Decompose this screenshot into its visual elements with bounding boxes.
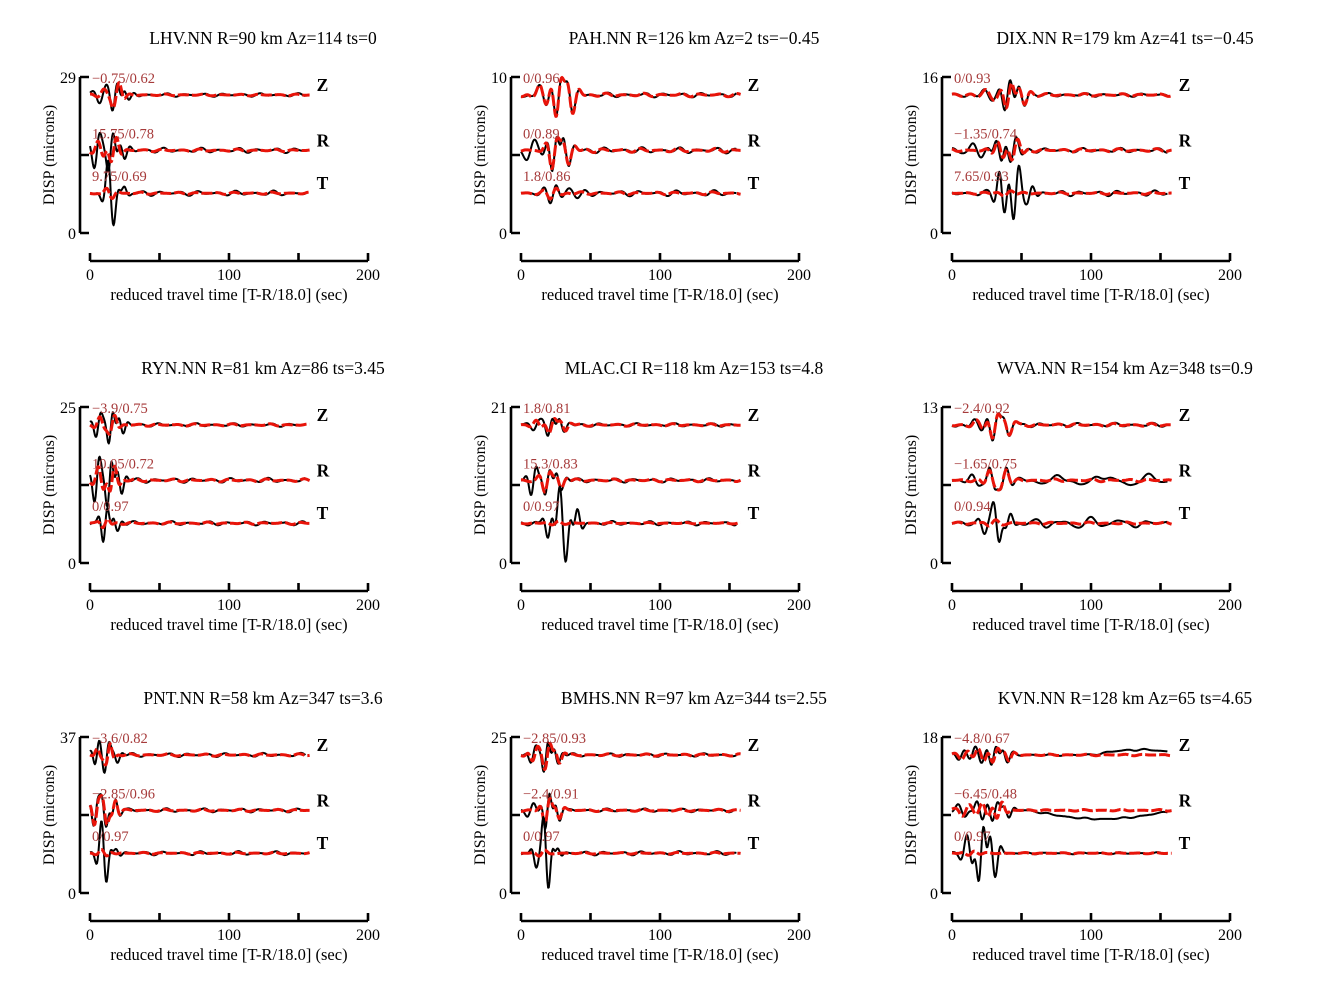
shift-correlation-annotation: 0/0.89 xyxy=(523,126,560,143)
seismogram-panel xyxy=(902,688,1327,988)
shift-correlation-annotation: −4.8/0.67 xyxy=(954,730,1010,747)
x-tick-label: 100 xyxy=(1079,927,1103,944)
x-tick-label: 0 xyxy=(517,267,525,284)
seismogram-panel xyxy=(902,28,1327,328)
x-tick-label: 100 xyxy=(1079,267,1103,284)
x-tick-label: 100 xyxy=(1079,597,1103,614)
y-axis xyxy=(511,407,520,563)
y-axis xyxy=(80,77,89,233)
shift-correlation-annotation: 15.3/0.83 xyxy=(523,456,578,473)
waveform-plot xyxy=(471,711,896,983)
component-label: Z xyxy=(316,404,329,425)
synthetic-waveform xyxy=(952,414,1172,438)
panel-title: PNT.NN R=58 km Az=347 ts=3.6 xyxy=(143,688,383,708)
x-tick-label: 200 xyxy=(787,597,811,614)
x-axis xyxy=(521,253,799,261)
y-max-label: 13 xyxy=(922,400,938,417)
component-label: R xyxy=(1178,460,1192,481)
component-label: Z xyxy=(747,74,760,95)
y-axis xyxy=(511,737,520,893)
y-max-label: 37 xyxy=(60,730,76,747)
shift-correlation-annotation: 7.65/0.93 xyxy=(954,169,1009,186)
waveform-plot xyxy=(902,51,1327,323)
waveform-plot xyxy=(471,381,896,653)
x-tick-label: 0 xyxy=(948,267,956,284)
component-label: Z xyxy=(747,734,760,755)
shift-correlation-annotation: −0.75/0.62 xyxy=(92,70,155,87)
x-axis xyxy=(90,253,368,261)
y-axis xyxy=(942,77,951,233)
x-axis xyxy=(90,913,368,921)
y-max-label: 16 xyxy=(922,70,938,87)
y-max-label: 25 xyxy=(491,730,507,747)
component-label: T xyxy=(747,503,760,524)
x-axis-title: reduced travel time [T-R/18.0] (sec) xyxy=(110,945,348,964)
x-axis xyxy=(521,913,799,921)
observed-waveform xyxy=(90,412,305,443)
x-tick-label: 200 xyxy=(1218,267,1242,284)
waveform-plot xyxy=(471,51,896,323)
y-axis-title: DISP (microns) xyxy=(903,434,920,536)
panel-title: BMHS.NN R=97 km Az=344 ts=2.55 xyxy=(561,688,827,708)
waveform-plot xyxy=(902,711,1327,983)
component-label: Z xyxy=(1178,404,1191,425)
panel-title: KVN.NN R=128 km Az=65 ts=4.65 xyxy=(997,688,1253,708)
component-label: T xyxy=(316,503,329,524)
x-tick-label: 100 xyxy=(217,597,241,614)
y-axis xyxy=(80,407,89,563)
synthetic-waveform xyxy=(521,472,741,492)
shift-correlation-annotation: −2.85/0.93 xyxy=(523,730,586,747)
x-axis xyxy=(952,913,1230,921)
y-axis xyxy=(942,407,951,563)
x-tick-label: 0 xyxy=(517,927,525,944)
seismogram-panel xyxy=(40,28,465,328)
shift-correlation-annotation: −2.4/0.92 xyxy=(954,400,1010,417)
y-min-label: 0 xyxy=(499,226,507,243)
x-tick-label: 100 xyxy=(648,267,672,284)
y-axis-title: DISP (microns) xyxy=(41,104,58,206)
x-tick-label: 200 xyxy=(356,597,380,614)
shift-correlation-annotation: 1.8/0.86 xyxy=(523,169,571,186)
component-label: R xyxy=(316,130,330,151)
component-label: T xyxy=(747,833,760,854)
component-label: T xyxy=(316,173,329,194)
x-tick-label: 200 xyxy=(356,267,380,284)
seismogram-panel xyxy=(471,28,896,328)
shift-correlation-annotation: −2.4/0.91 xyxy=(523,786,579,803)
x-axis xyxy=(952,583,1230,591)
shift-correlation-annotation: 9.75/0.69 xyxy=(92,169,147,186)
y-axis-title: DISP (microns) xyxy=(472,434,489,536)
x-tick-label: 200 xyxy=(1218,597,1242,614)
component-label: T xyxy=(316,833,329,854)
y-axis-title: DISP (microns) xyxy=(472,764,489,866)
component-label: R xyxy=(316,460,330,481)
shift-correlation-annotation: 1.8/0.81 xyxy=(523,400,571,417)
shift-correlation-annotation: 0/0.97 xyxy=(954,829,991,846)
shift-correlation-annotation: −2.85/0.96 xyxy=(92,786,155,803)
shift-correlation-annotation: 0/0.94 xyxy=(954,499,991,516)
x-axis xyxy=(521,583,799,591)
x-axis-title: reduced travel time [T-R/18.0] (sec) xyxy=(110,285,348,304)
synthetic-waveform xyxy=(90,519,310,528)
x-tick-label: 200 xyxy=(787,927,811,944)
x-axis xyxy=(90,583,368,591)
seismogram-panel xyxy=(471,358,896,658)
seismogram-panel xyxy=(40,688,465,988)
panel-title: MLAC.CI R=118 km Az=153 ts=4.8 xyxy=(564,358,824,378)
waveform-plot xyxy=(40,381,465,653)
y-min-label: 0 xyxy=(930,226,938,243)
x-tick-label: 0 xyxy=(86,597,94,614)
x-tick-label: 100 xyxy=(648,927,672,944)
shift-correlation-annotation: −3.6/0.82 xyxy=(92,730,148,747)
component-label: T xyxy=(1178,503,1191,524)
x-tick-label: 100 xyxy=(217,267,241,284)
component-label: R xyxy=(1178,130,1192,151)
component-label: Z xyxy=(316,74,329,95)
y-axis xyxy=(511,77,520,233)
component-label: Z xyxy=(1178,734,1191,755)
seismogram-panel xyxy=(471,688,896,988)
panel-title: WVA.NN R=154 km Az=348 ts=0.9 xyxy=(997,358,1253,378)
component-label: R xyxy=(747,130,761,151)
panel-title: LHV.NN R=90 km Az=114 ts=0 xyxy=(149,28,377,48)
x-tick-label: 100 xyxy=(648,597,672,614)
x-axis xyxy=(952,253,1230,261)
y-axis-title: DISP (microns) xyxy=(903,764,920,866)
y-min-label: 0 xyxy=(499,886,507,903)
shift-correlation-annotation: 0/0.93 xyxy=(954,70,991,87)
figure-grid xyxy=(40,28,1334,988)
x-axis-title: reduced travel time [T-R/18.0] (sec) xyxy=(541,285,779,304)
synthetic-waveform xyxy=(952,470,1172,490)
shift-correlation-annotation: −1.65/0.75 xyxy=(954,456,1017,473)
component-label: T xyxy=(1178,173,1191,194)
x-axis-title: reduced travel time [T-R/18.0] (sec) xyxy=(541,615,779,634)
y-min-label: 0 xyxy=(930,886,938,903)
y-max-label: 10 xyxy=(491,70,507,87)
shift-correlation-annotation: 0/0.97 xyxy=(523,829,560,846)
waveform-plot xyxy=(902,381,1327,653)
shift-correlation-annotation: −3.9/0.75 xyxy=(92,400,148,417)
shift-correlation-annotation: 0/0.97 xyxy=(92,499,129,516)
y-max-label: 21 xyxy=(491,400,507,417)
component-label: T xyxy=(747,173,760,194)
observed-waveform xyxy=(952,413,1167,440)
shift-correlation-annotation: 0/0.97 xyxy=(92,829,129,846)
x-tick-label: 200 xyxy=(356,927,380,944)
shift-correlation-annotation: −6.45/0.48 xyxy=(954,786,1017,803)
y-min-label: 0 xyxy=(68,226,76,243)
y-max-label: 18 xyxy=(922,730,938,747)
x-tick-label: 200 xyxy=(787,267,811,284)
seismogram-panel xyxy=(40,358,465,658)
component-label: Z xyxy=(316,734,329,755)
y-axis xyxy=(942,737,951,893)
y-min-label: 0 xyxy=(68,886,76,903)
y-axis-title: DISP (microns) xyxy=(41,434,58,536)
x-tick-label: 0 xyxy=(948,927,956,944)
seismogram-panel xyxy=(902,358,1327,658)
x-tick-label: 0 xyxy=(517,597,525,614)
y-axis-title: DISP (microns) xyxy=(41,764,58,866)
component-label: Z xyxy=(1178,74,1191,95)
component-label: R xyxy=(316,790,330,811)
panel-title: DIX.NN R=179 km Az=41 ts=−0.45 xyxy=(996,28,1254,48)
component-label: T xyxy=(1178,833,1191,854)
x-tick-label: 200 xyxy=(1218,927,1242,944)
shift-correlation-annotation: 0/0.97 xyxy=(523,499,560,516)
y-axis-title: DISP (microns) xyxy=(472,104,489,206)
x-axis-title: reduced travel time [T-R/18.0] (sec) xyxy=(110,615,348,634)
y-min-label: 0 xyxy=(68,556,76,573)
x-tick-label: 0 xyxy=(86,927,94,944)
waveform-plot xyxy=(40,51,465,323)
component-label: Z xyxy=(747,404,760,425)
x-axis-title: reduced travel time [T-R/18.0] (sec) xyxy=(972,615,1210,634)
x-tick-label: 0 xyxy=(86,267,94,284)
shift-correlation-annotation: 15.75/0.78 xyxy=(92,126,155,143)
y-axis xyxy=(80,737,89,893)
shift-correlation-annotation: −1.35/0.74 xyxy=(954,126,1017,143)
x-tick-label: 100 xyxy=(217,927,241,944)
x-axis-title: reduced travel time [T-R/18.0] (sec) xyxy=(972,945,1210,964)
shift-correlation-annotation: 10.05/0.72 xyxy=(92,456,155,473)
shift-correlation-annotation: 0/0.96 xyxy=(523,70,560,87)
x-axis-title: reduced travel time [T-R/18.0] (sec) xyxy=(541,945,779,964)
y-max-label: 25 xyxy=(60,400,76,417)
panel-title: RYN.NN R=81 km Az=86 ts=3.45 xyxy=(141,358,385,378)
y-max-label: 29 xyxy=(60,70,76,87)
y-axis-title: DISP (microns) xyxy=(903,104,920,206)
y-min-label: 0 xyxy=(499,556,507,573)
component-label: R xyxy=(747,460,761,481)
x-axis-title: reduced travel time [T-R/18.0] (sec) xyxy=(972,285,1210,304)
panel-title: PAH.NN R=126 km Az=2 ts=−0.45 xyxy=(568,28,820,48)
component-label: R xyxy=(1178,790,1192,811)
synthetic-waveform xyxy=(952,851,1172,855)
synthetic-waveform xyxy=(521,743,741,769)
waveform-plot xyxy=(40,711,465,983)
x-tick-label: 0 xyxy=(948,597,956,614)
y-min-label: 0 xyxy=(930,556,938,573)
component-label: R xyxy=(747,790,761,811)
